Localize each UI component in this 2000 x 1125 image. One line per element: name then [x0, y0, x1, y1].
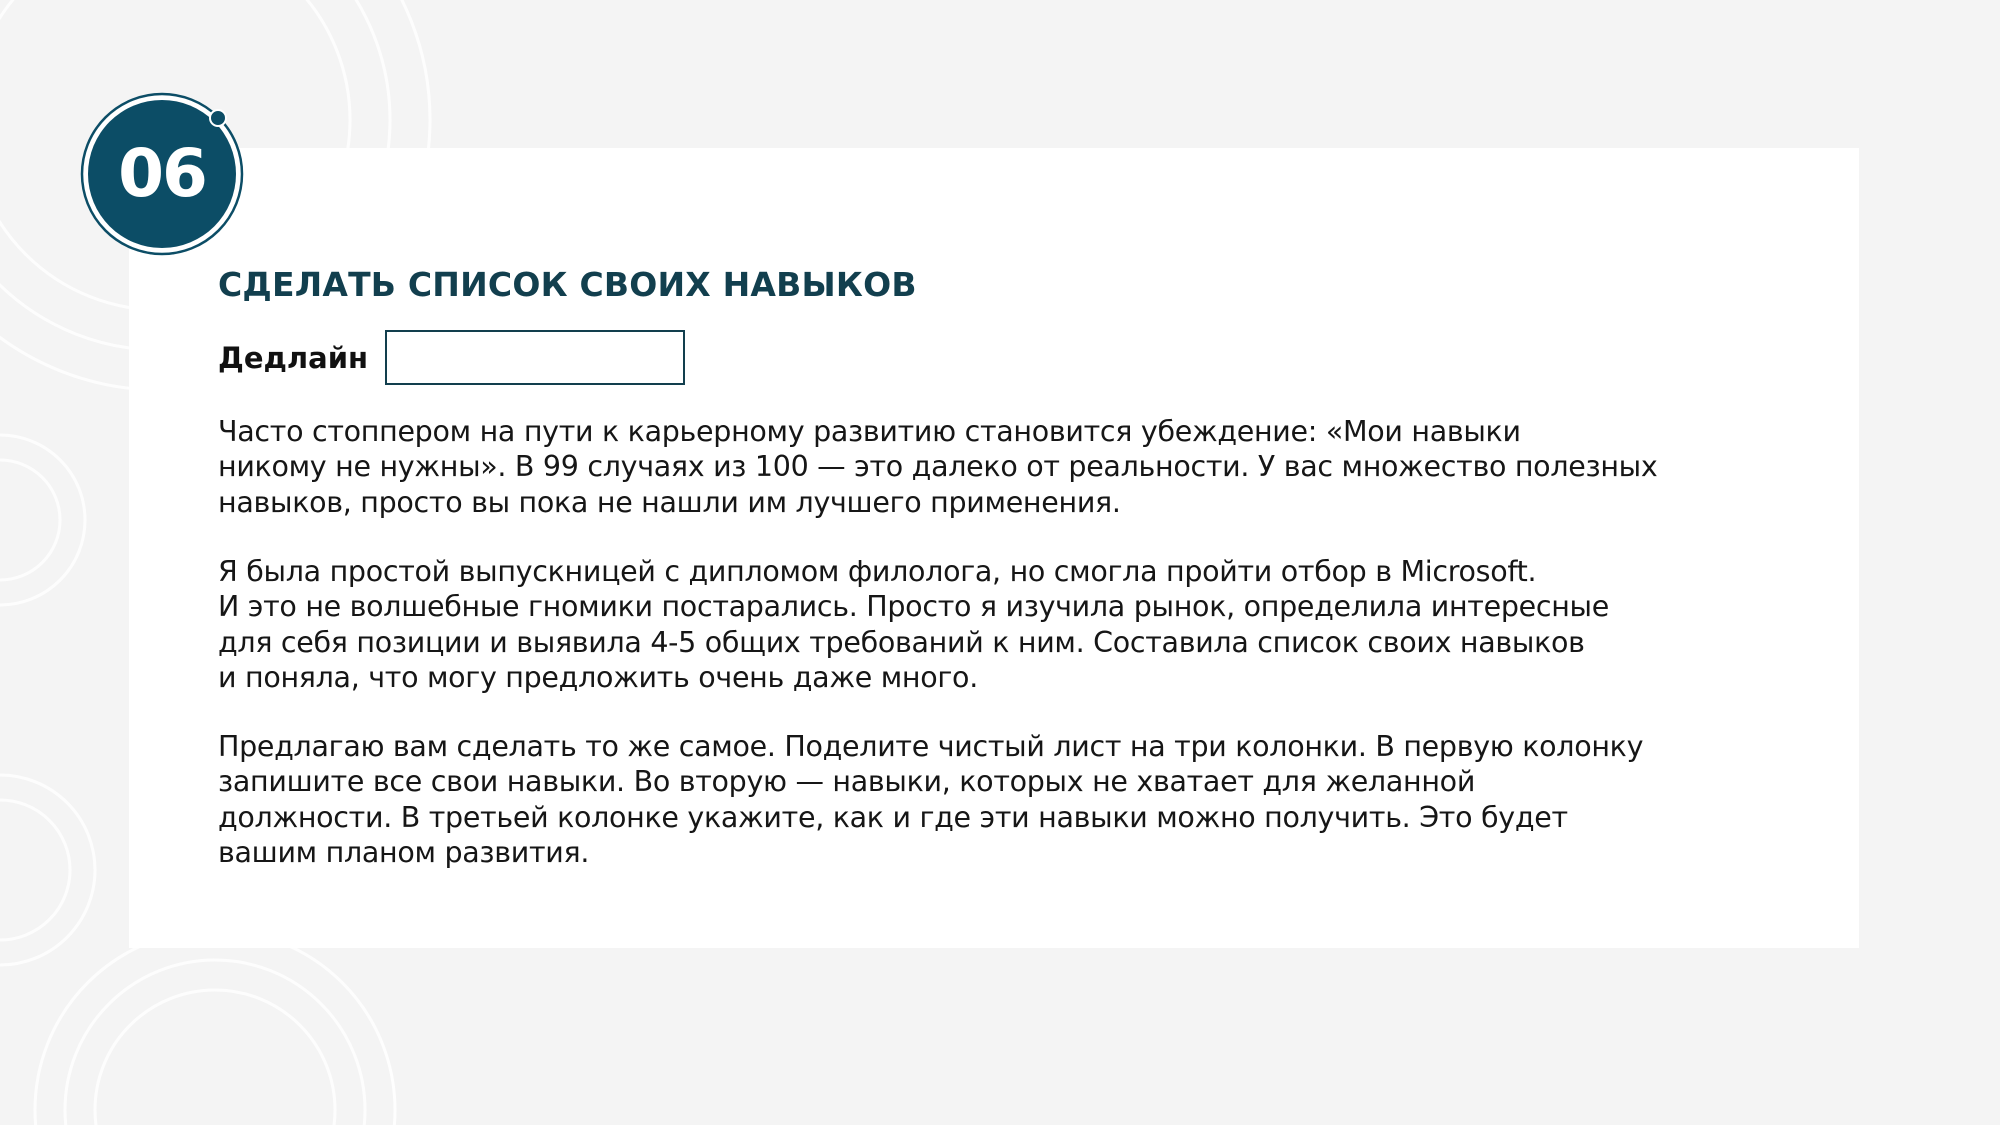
paragraph-personal-story	[218, 554, 1758, 695]
paragraph-line: для себя позиции и выявила 4-5 общих требований к ним. Составила список своих навыков	[218, 625, 1585, 659]
step-number-badge	[76, 88, 248, 260]
paragraph-instructions	[218, 729, 1758, 870]
paragraph-line: Я была простой выпускницей с дипломом филолога, но смогла пройти отбор в Microsoft.	[218, 555, 1537, 588]
paragraph-line: и поняла, что могу предложить очень даже много.	[218, 660, 978, 694]
task-title: СДЕЛАТЬ СПИСОК СВОИХ НАВЫКОВ	[218, 265, 917, 304]
paragraph-line: И это не волшебные гномики постарались. Просто я изучила рынок, определила интересные	[218, 590, 1609, 624]
step-number: 06	[118, 135, 206, 212]
paragraph-line: навыков, просто вы пока не нашли им лучшего применения.	[218, 485, 1121, 519]
deadline-input[interactable]	[385, 330, 685, 385]
paragraph-line: должности. В третьей колонке укажите, как и где эти навыки можно получить. Это будет	[218, 800, 1568, 834]
paragraph-line: Предлагаю вам сделать то же самое. Поделите чистый лист на три колонки. В первую колонку	[218, 730, 1644, 763]
paragraph-line: вашим планом развития.	[218, 835, 590, 869]
paragraph-line: запишите все свои навыки. Во вторую — навыки, которых не хватает для желанной	[218, 765, 1476, 799]
deadline-label: Дедлайн	[218, 341, 369, 375]
paragraph-stopper-belief	[218, 414, 1758, 520]
paragraph-line: Часто стоппером на пути к карьерному развитию становится убеждение: «Мои навыки	[218, 415, 1521, 448]
paragraph-line: никому не нужны». В 99 случаях из 100 — это далеко от реальности. У вас множество полезных	[218, 450, 1658, 484]
